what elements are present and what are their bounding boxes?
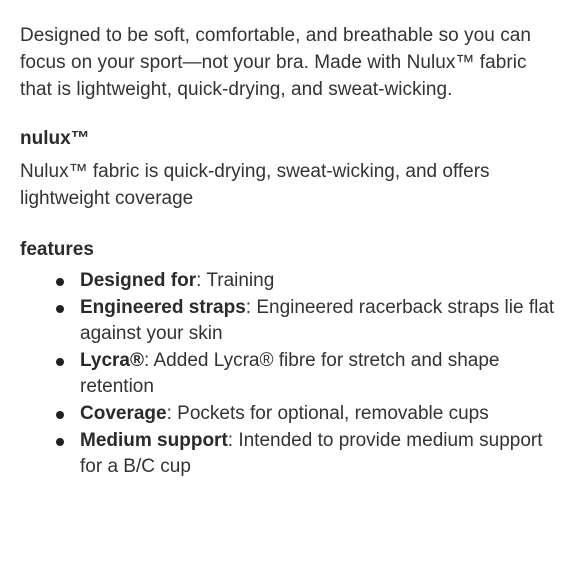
feature-detail: : Added Lycra® fibre for stretch and shape retention bbox=[80, 349, 500, 398]
features-heading: features bbox=[20, 239, 94, 260]
feature-detail: : Intended to provide medium support for a B/C cup bbox=[80, 429, 543, 478]
feature-item-medium-support bbox=[80, 428, 562, 481]
bullet-icon bbox=[56, 305, 64, 313]
feature-item-designed-for bbox=[80, 268, 562, 295]
feature-term: Medium support bbox=[80, 429, 228, 451]
feature-item-engineered-straps bbox=[80, 295, 562, 348]
product-description: Designed to be soft, comfortable, and breathable so you can focus on your sport—not your bra. Made with Nulux™ fabric that is lightweight, quick-drying, and sweat-wicking. bbox=[20, 25, 531, 100]
bullet-icon bbox=[56, 438, 64, 446]
feature-detail: : Training bbox=[196, 270, 275, 291]
nulux-heading: nulux™ bbox=[20, 128, 90, 149]
bullet-icon bbox=[56, 358, 64, 366]
feature-term: Designed for bbox=[80, 270, 197, 291]
feature-term: Lycra® bbox=[80, 349, 144, 371]
bullet-icon bbox=[56, 278, 64, 286]
feature-item-lycra bbox=[80, 348, 562, 401]
nulux-description: Nulux™ fabric is quick-drying, sweat-wicking, and offers lightweight coverage bbox=[20, 161, 490, 209]
feature-item-coverage bbox=[80, 401, 562, 428]
feature-detail: : Engineered racerback straps lie flat against your skin bbox=[80, 296, 555, 345]
feature-detail: : Pockets for optional, removable cups bbox=[166, 402, 489, 424]
feature-term: Coverage bbox=[80, 402, 167, 424]
feature-term: Engineered straps bbox=[80, 296, 246, 318]
bullet-icon bbox=[56, 411, 64, 419]
features-list bbox=[20, 268, 562, 481]
